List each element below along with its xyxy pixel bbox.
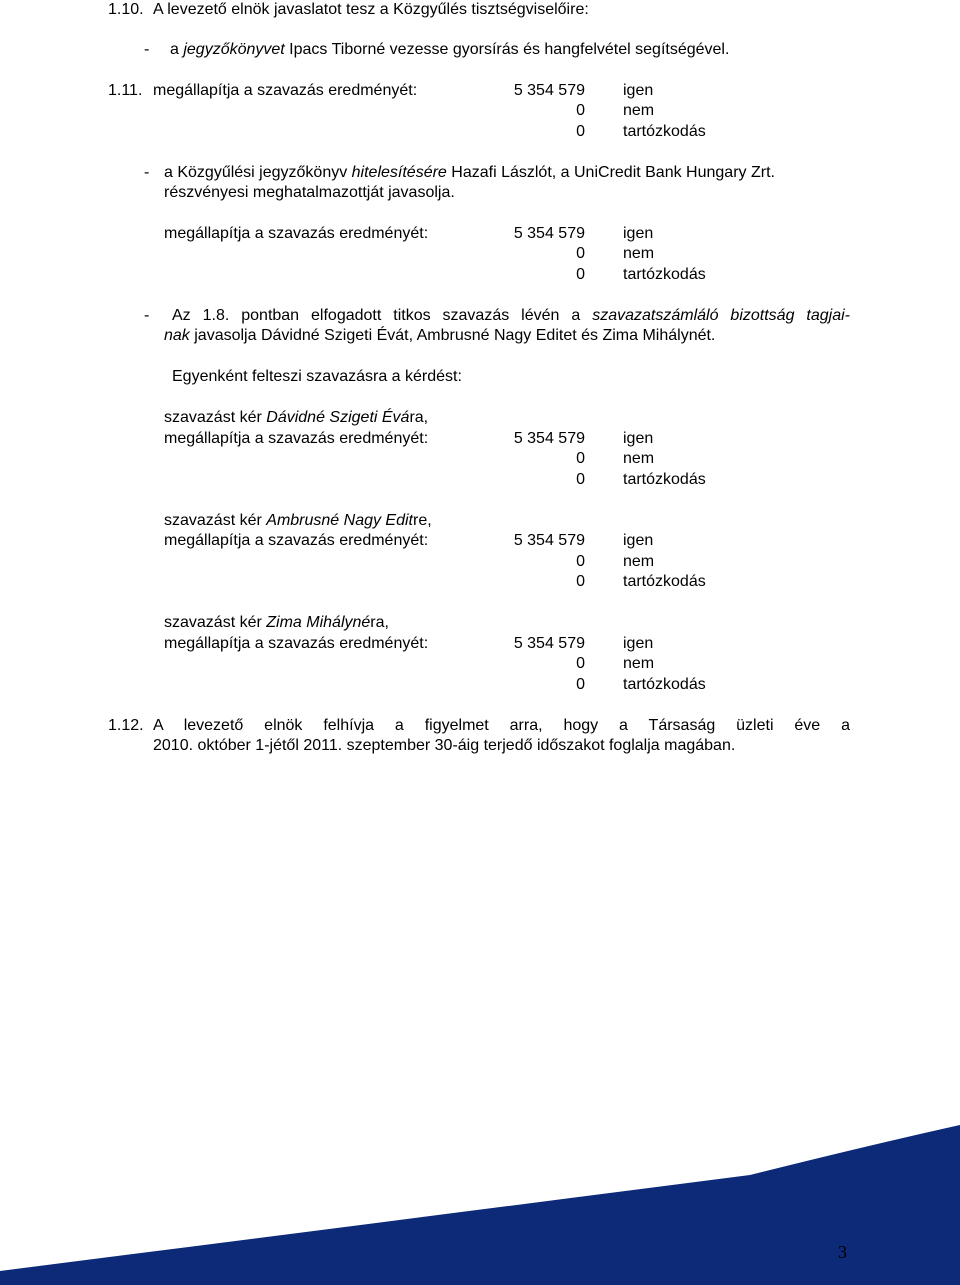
tellers-line: Az 1.8. pontban elfogadott titkos szavazás lévén a szavazatszámláló bizottság tagjai-	[172, 307, 850, 324]
vote-abstain-count: 0	[576, 266, 585, 283]
vote-no-count: 0	[576, 553, 585, 570]
vote-no-label: nem	[623, 450, 655, 467]
vote-abstain-label: tartózkodás	[623, 676, 706, 693]
vote-no-count: 0	[576, 655, 585, 672]
vote-result-label: megállapítja a szavazás eredményét:	[153, 82, 418, 99]
minutes-keeper-line: a jegyzőkönyvet Ipacs Tiborné vezesse gyorsírás és hangfelvétel segítségével.	[170, 41, 730, 58]
footer-band-shape	[0, 1125, 960, 1285]
vote-yes-count: 5 354 579	[513, 532, 585, 549]
footer-swoosh-band	[0, 1085, 960, 1285]
authenticator-line: a Közgyűlési jegyzőkönyv hitelesítésére Hazafi Lászlót, a UniCredit Bank Hungary Zrt.	[164, 164, 775, 181]
candidate-line: szavazást kér Zima Mihálynéra,	[164, 614, 389, 631]
vote-yes-count: 5 354 579	[513, 635, 585, 652]
vote-no-count: 0	[576, 102, 585, 119]
bullet-dash: -	[144, 41, 150, 58]
vote-no-label: nem	[623, 553, 655, 570]
candidate-line: szavazást kér Ambrusné Nagy Editre,	[164, 512, 432, 529]
vote-no-label: nem	[623, 245, 655, 262]
vote-abstain-label: tartózkodás	[623, 573, 706, 590]
business-year-line-2: 2010. október 1-jétől 2011. szeptember 30-áig terjedő időszakot foglalja magában.	[153, 737, 736, 754]
vote-abstain-count: 0	[576, 573, 585, 590]
vote-no-label: nem	[623, 655, 655, 672]
section-number-1-10: 1.10.	[108, 1, 144, 18]
candidate-line: szavazást kér Dávidné Szigeti Évára,	[164, 409, 429, 426]
tellers-line-2: nak javasolja Dávidné Szigeti Évát, Ambrusné Nagy Editet és Zima Mihálynét.	[164, 327, 716, 344]
vote-abstain-label: tartózkodás	[623, 471, 706, 488]
vote-abstain-count: 0	[576, 123, 585, 140]
vote-yes-label: igen	[623, 532, 654, 549]
vote-yes-label: igen	[623, 225, 654, 242]
one-by-one-text: Egyenként felteszi szavazásra a kérdést:	[172, 368, 462, 385]
vote-abstain-label: tartózkodás	[623, 123, 706, 140]
vote-result-label: megállapítja a szavazás eredményét:	[164, 430, 429, 447]
vote-result-label: megállapítja a szavazás eredményét:	[164, 635, 429, 652]
vote-yes-count: 5 354 579	[513, 225, 585, 242]
vote-result-label: megállapítja a szavazás eredményét:	[164, 225, 429, 242]
vote-yes-label: igen	[623, 82, 654, 99]
bullet-dash: -	[144, 164, 150, 181]
section-text-1-10: A levezető elnök javaslatot tesz a Közgyűlés tisztségviselőire:	[153, 1, 589, 18]
vote-abstain-count: 0	[576, 471, 585, 488]
section-number-1-11: 1.11.	[108, 82, 143, 99]
business-year-line: A levezető elnök felhívja a figyelmet arra, hogy a Társaság üzleti éve a	[153, 717, 850, 734]
vote-result-label: megállapítja a szavazás eredményét:	[164, 532, 429, 549]
vote-yes-label: igen	[623, 430, 654, 447]
vote-yes-count: 5 354 579	[513, 430, 585, 447]
page-number: 3	[838, 1242, 847, 1262]
authenticator-line-2: részvényesi meghatalmazottját javasolja.	[164, 184, 455, 201]
vote-yes-label: igen	[623, 635, 654, 652]
vote-abstain-count: 0	[576, 676, 585, 693]
bullet-dash: -	[144, 307, 150, 324]
vote-no-count: 0	[576, 245, 585, 262]
vote-abstain-label: tartózkodás	[623, 266, 706, 283]
vote-no-count: 0	[576, 450, 585, 467]
vote-yes-count: 5 354 579	[513, 82, 585, 99]
section-number-1-12: 1.12.	[108, 717, 144, 734]
vote-no-label: nem	[623, 102, 655, 119]
